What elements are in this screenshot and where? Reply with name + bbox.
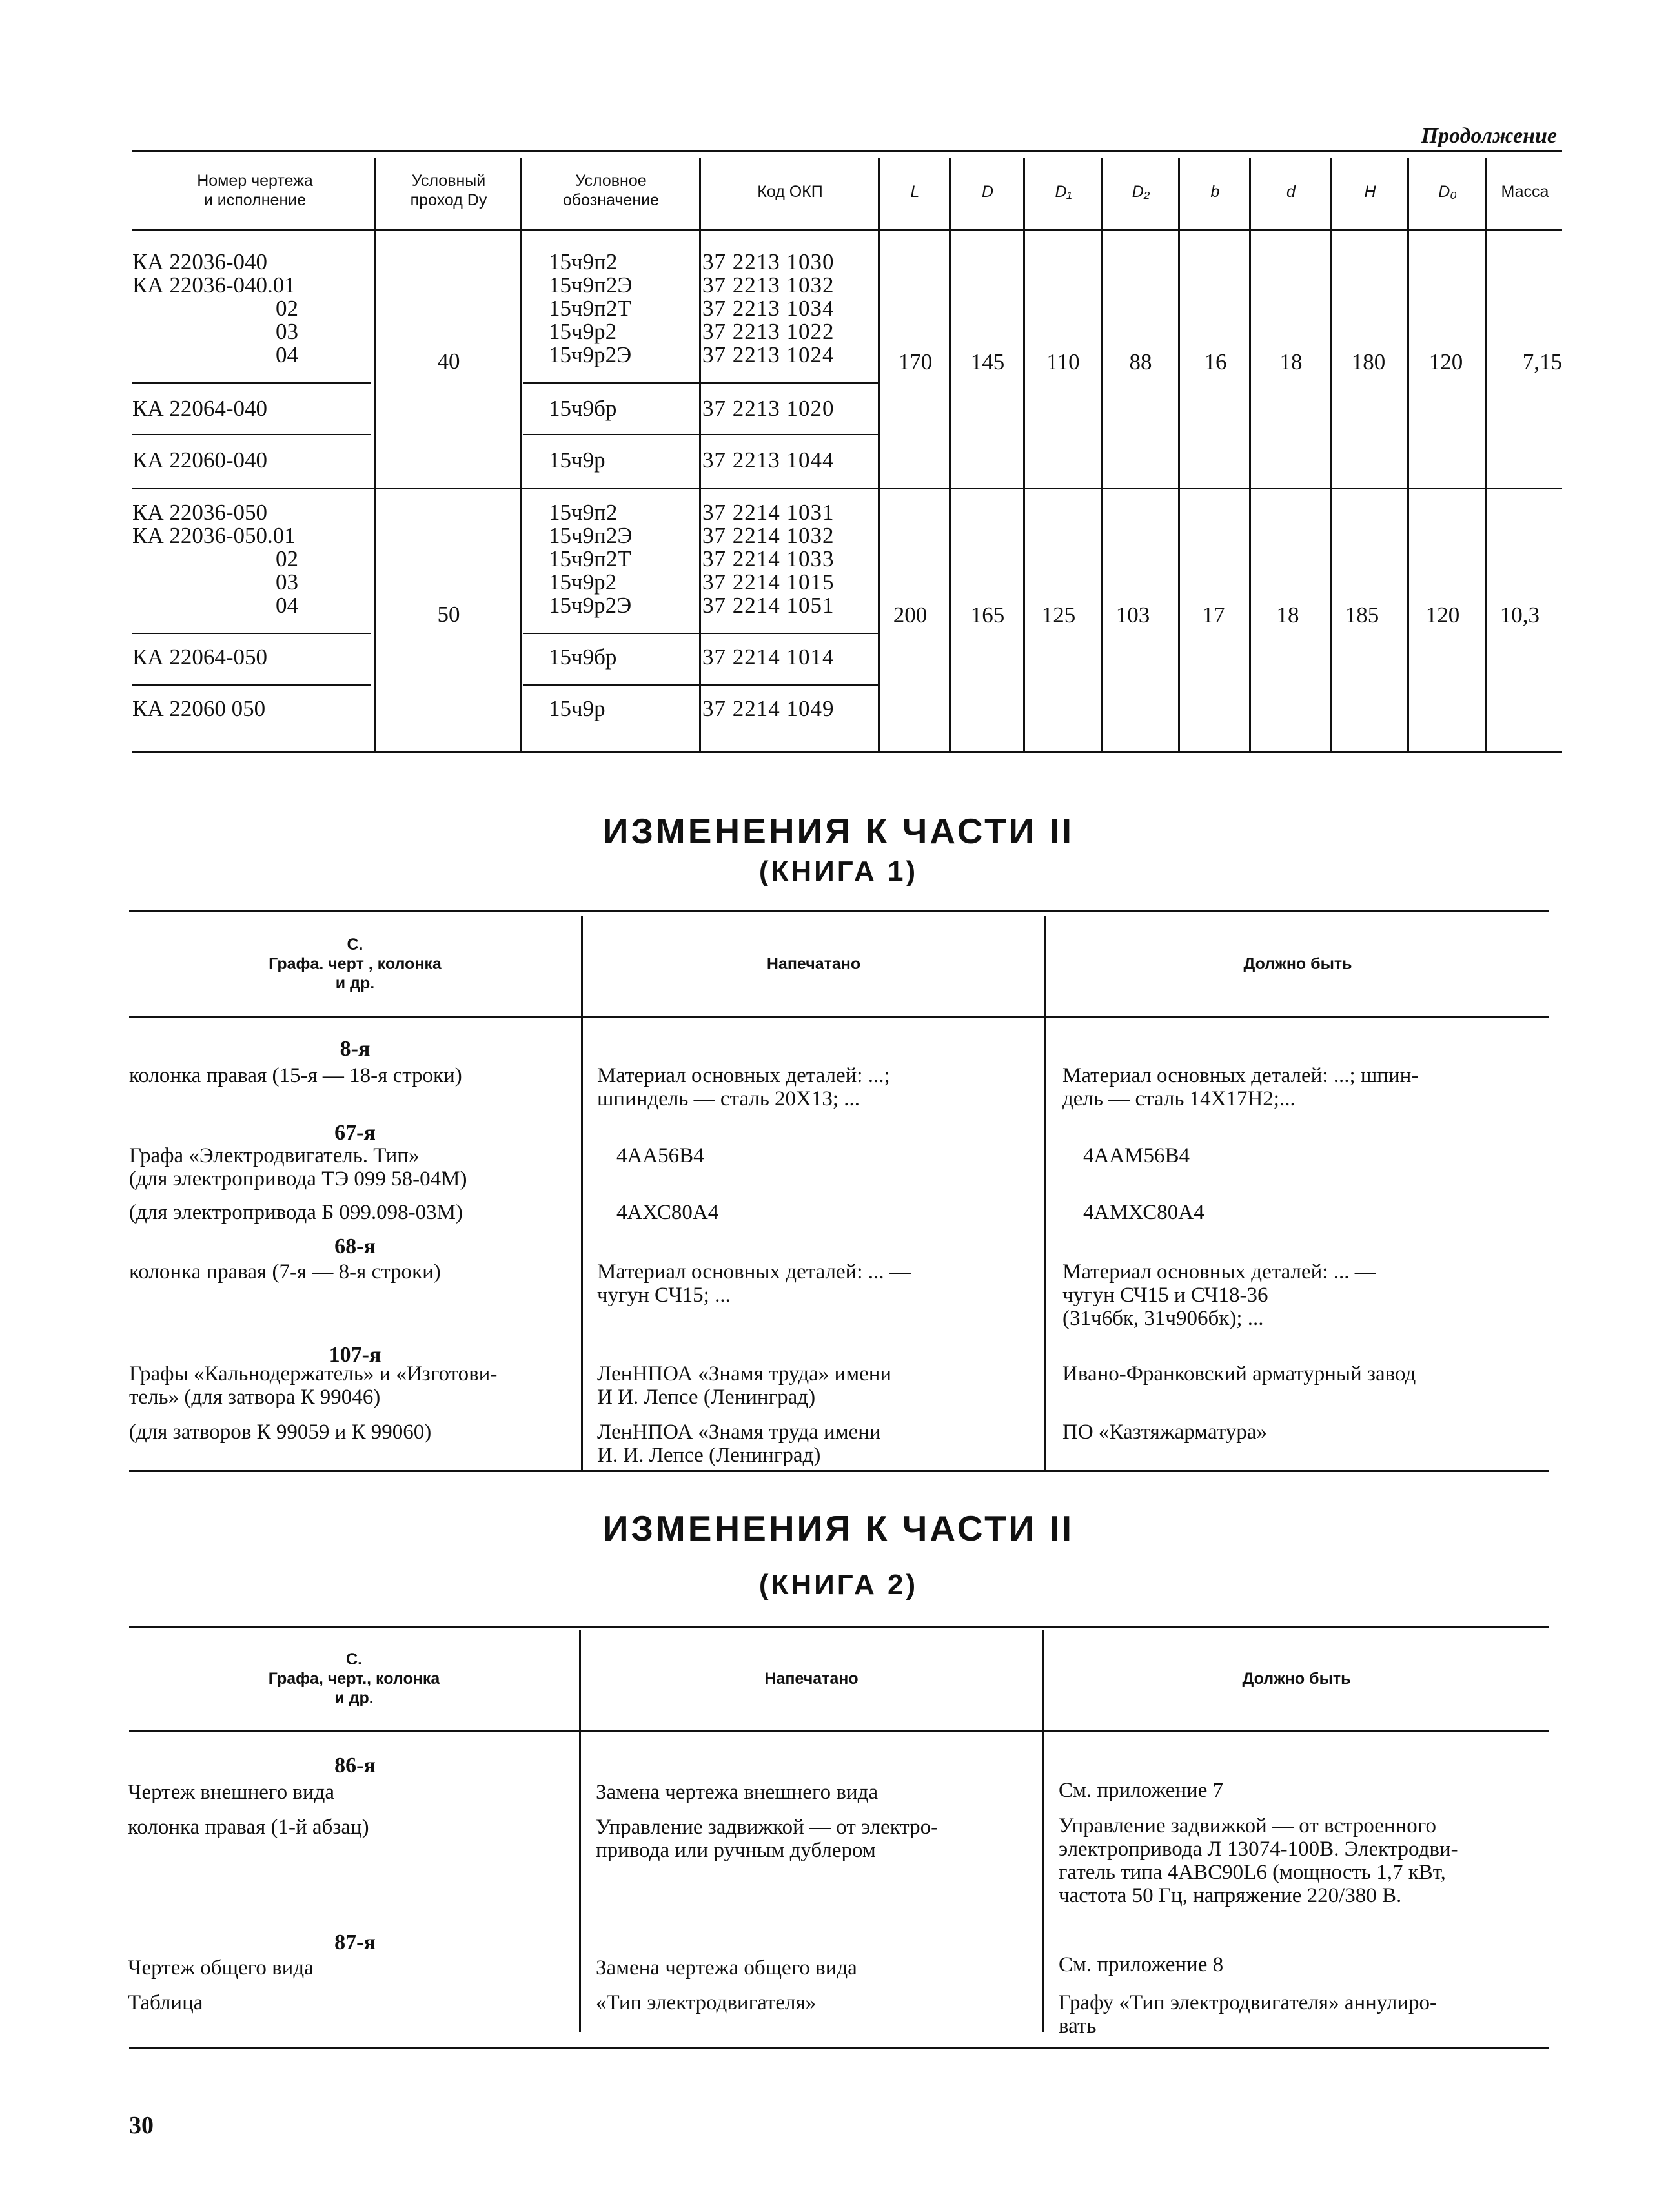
g1-designation-b: 15ч9бр	[549, 396, 617, 421]
section1-title: ИЗМЕНЕНИЯ К ЧАСТИ II	[602, 811, 1075, 851]
s2-row3-where: Чертеж общего вида	[128, 1956, 314, 1980]
g2-d: 18	[1276, 602, 1299, 628]
g2-okp-c: 37 2214 1049	[702, 696, 835, 721]
drawing-line: КА 22036-050	[132, 500, 268, 525]
s2-row4-where: Таблица	[128, 1991, 203, 2014]
g2-L: 200	[893, 602, 928, 628]
s1-row3-should: 4АМХС80А4	[1083, 1201, 1204, 1224]
col-rule	[1044, 916, 1046, 1470]
col-rule	[1485, 158, 1487, 751]
drawing-line: 03	[276, 569, 298, 595]
g1-H: 180	[1351, 349, 1386, 374]
table-bottom-rule	[129, 1470, 1549, 1472]
col-rule	[374, 158, 376, 751]
continuation-label: Продолжение	[1421, 124, 1557, 148]
s2-header-col1: С. Графа, черт., колонка и др.	[268, 1650, 440, 1707]
s1-header-col1: С. Графа. черт , колонка и др.	[269, 936, 442, 992]
table-top-rule	[132, 150, 1562, 152]
s1-row5-should: Ивано-Франковский арматурный завод	[1062, 1362, 1416, 1386]
g2-designation-c: 15ч9р	[549, 696, 605, 721]
g2-mass: 10,3	[1499, 602, 1540, 628]
s1-row2-page: 67-я	[334, 1121, 376, 1145]
s1-row3-where: (для электропривода Б 099.098-03М)	[129, 1201, 463, 1224]
g2-Dc: 120	[1425, 602, 1460, 628]
s2-row1-where: Чертеж внешнего вида	[128, 1781, 335, 1804]
g1-D1: 110	[1046, 349, 1080, 374]
drawing-line: 02	[276, 296, 298, 321]
header-designation: Условное обозначение	[562, 172, 660, 209]
s1-row6-where: (для затворов К 99059 и К 99060)	[129, 1420, 432, 1444]
g1-okp-b: 37 2213 1020	[702, 396, 835, 421]
s2-header-col3: Должно быть	[1242, 1670, 1351, 1688]
s1-row6-printed: ЛенНПОА «Знамя труда имени И. И. Лепсе (Ленинград)	[597, 1420, 881, 1467]
header-okp: Код ОКП	[757, 183, 823, 201]
s2-row1-page: 86-я	[334, 1754, 376, 1777]
drawing-line: 04	[276, 593, 298, 618]
section1-subtitle: (КНИГА 1)	[758, 855, 919, 887]
s1-row4-printed: Материал основных деталей: ... — чугун СЧ15; ...	[597, 1260, 911, 1307]
row-divider	[132, 434, 371, 435]
g2-designation-a: 15ч9п2 15ч9п2Э 15ч9п2Т 15ч9р2 15ч9р2Э	[549, 500, 633, 618]
header-d: d	[1286, 183, 1296, 201]
g2-drawing-a	[132, 501, 310, 617]
col-rule	[949, 158, 951, 751]
g2-okp-b: 37 2214 1014	[702, 644, 835, 670]
g1-Dc: 120	[1428, 349, 1463, 374]
g2-passage: 50	[437, 602, 460, 627]
s1-row2-where: Графа «Электродвигатель. Тип» (для электропривода ТЭ 099 58-04М)	[129, 1144, 467, 1191]
s2-row3-page: 87-я	[334, 1930, 376, 1954]
g2-drawing-b: КА 22064-050	[132, 644, 268, 670]
s2-row3-printed: Замена чертежа общего вида	[596, 1956, 857, 1980]
col-rule	[1042, 1630, 1044, 2032]
s1-row5-page: 107-я	[329, 1343, 381, 1367]
s2-row2-printed: Управление задвижкой — от электро- привода или ручным дублером	[596, 1816, 939, 1862]
s1-row3-printed: 4АХС80А4	[616, 1201, 719, 1224]
table-top-rule	[129, 910, 1549, 912]
row-divider	[132, 382, 371, 384]
table-bottom-rule	[132, 751, 1562, 753]
g1-okp-a: 37 2213 1030 37 2213 1032 37 2213 1034 37 2213 1022 37 2213 1024	[702, 249, 835, 367]
col-rule	[699, 158, 701, 751]
row-divider	[132, 633, 371, 634]
col-rule	[1023, 158, 1025, 751]
g1-designation-a: 15ч9п2 15ч9п2Э 15ч9п2Т 15ч9р2 15ч9р2Э	[549, 249, 633, 367]
col-rule	[579, 1630, 581, 2032]
s2-row1-printed: Замена чертежа внешнего вида	[596, 1781, 879, 1804]
s2-row1-should: См. приложение 7	[1059, 1779, 1224, 1802]
header-drawing: Номер чертежа и исполнение	[197, 172, 313, 209]
col-rule	[1249, 158, 1251, 751]
header-H: H	[1364, 183, 1376, 201]
g1-b: 16	[1204, 349, 1227, 374]
s1-row1-should: Материал основных деталей: ...; шпин- дель — сталь 14Х17Н2;...	[1062, 1064, 1419, 1111]
col-rule	[581, 916, 583, 1470]
section2-title: ИЗМЕНЕНИЯ К ЧАСТИ II	[602, 1508, 1075, 1548]
table-header-rule	[129, 1730, 1549, 1732]
g1-mass: 7,15	[1522, 349, 1562, 374]
g2-drawing-c: КА 22060 050	[132, 696, 266, 721]
s1-row2-should: 4ААМ56В4	[1083, 1144, 1190, 1167]
drawing-line: 03	[276, 319, 298, 344]
g1-D: 145	[970, 349, 1005, 374]
drawing-line: 02	[276, 546, 298, 571]
col-rule	[520, 158, 522, 751]
g2-D2: 103	[1115, 602, 1150, 628]
g1-okp-c: 37 2213 1044	[702, 447, 835, 473]
g2-okp-a: 37 2214 1031 37 2214 1032 37 2214 1033 37 2214 1015 37 2214 1051	[702, 500, 835, 618]
header-D1: D₁	[1055, 183, 1072, 201]
s2-row3-should: См. приложение 8	[1059, 1953, 1224, 1976]
s1-row1-page: 8-я	[340, 1037, 371, 1061]
g2-D1: 125	[1041, 602, 1076, 628]
s1-row2-printed: 4АА56В4	[616, 1144, 704, 1167]
s1-row6-should: ПО «Казтяжарматура»	[1062, 1420, 1267, 1444]
s2-row4-printed: «Тип электродвигателя»	[596, 1991, 817, 2014]
group-divider	[132, 488, 1562, 489]
section2-subtitle: (КНИГА 2)	[758, 1569, 919, 1601]
s2-header-col2: Напечатано	[764, 1670, 859, 1688]
col-rule	[878, 158, 880, 751]
col-rule	[1407, 158, 1409, 751]
row-divider	[132, 684, 371, 686]
g2-b: 17	[1202, 602, 1225, 628]
s1-row1-where: колонка правая (15-я — 18-я строки)	[129, 1064, 462, 1087]
s1-header-col2: Напечатано	[766, 955, 861, 973]
g1-designation-c: 15ч9р	[549, 447, 605, 473]
s1-row5-printed: ЛенНПОА «Знамя труда» имени И И. Лепсе (Ленинград)	[597, 1362, 892, 1409]
header-D: D	[981, 183, 994, 201]
header-b: b	[1210, 183, 1220, 201]
col-rule	[1101, 158, 1103, 751]
table-header-rule	[132, 229, 1562, 231]
s2-row4-should: Графу «Тип электродвигателя» аннулиро- вать	[1059, 1991, 1437, 2038]
g1-drawing-b: КА 22064-040	[132, 396, 268, 421]
s1-row4-page: 68-я	[334, 1234, 376, 1258]
g2-designation-b: 15ч9бр	[549, 644, 617, 670]
header-mass: Масса	[1501, 183, 1549, 201]
header-D2: D₂	[1132, 183, 1150, 201]
drawing-line: 04	[276, 342, 298, 367]
col-rule	[1178, 158, 1180, 751]
s1-row4-where: колонка правая (7-я — 8-я строки)	[129, 1260, 441, 1284]
col-rule	[1330, 158, 1332, 751]
table-bottom-rule	[129, 2047, 1549, 2049]
g2-H: 185	[1345, 602, 1379, 628]
g2-D: 165	[970, 602, 1005, 628]
drawing-line: КА 22036-040.01	[132, 272, 296, 298]
s1-row4-should: Материал основных деталей: ... — чугун СЧ15 и СЧ18-36 (31ч6бк, 31ч906бк); ...	[1062, 1260, 1376, 1330]
drawing-line: КА 22036-040	[132, 249, 268, 274]
drawing-line: КА 22036-050.01	[132, 523, 296, 548]
g1-drawing-c: КА 22060-040	[132, 447, 268, 473]
g1-drawing-a	[132, 251, 310, 367]
g1-D2: 88	[1129, 349, 1152, 374]
g1-d: 18	[1279, 349, 1303, 374]
header-Dc: D₀	[1438, 183, 1457, 201]
header-L: L	[910, 183, 920, 201]
page-number: 30	[129, 2112, 154, 2139]
g1-L: 170	[898, 349, 933, 374]
g1-passage: 40	[437, 349, 460, 374]
header-passage: Условный проход Dу	[410, 172, 487, 209]
s2-row2-should: Управление задвижкой — от встроенного электропривода Л 13074-100В. Электродви- гатель типа 4АВС90L6 (мощность 1,7 кВт, частота 50 Гц, напряжение 220/380 В.	[1059, 1814, 1458, 1907]
table-header-rule	[129, 1016, 1549, 1018]
s1-row5-where: Графы «Кальнодержатель» и «Изготови- тель» (для затвора К 99046)	[129, 1362, 498, 1409]
table-top-rule	[129, 1626, 1549, 1628]
s2-row2-where: колонка правая (1-й абзац)	[128, 1816, 369, 1839]
s1-header-col3: Должно быть	[1243, 955, 1352, 973]
s1-row1-printed: Материал основных деталей: ...; шпиндель — сталь 20Х13; ...	[597, 1064, 890, 1111]
